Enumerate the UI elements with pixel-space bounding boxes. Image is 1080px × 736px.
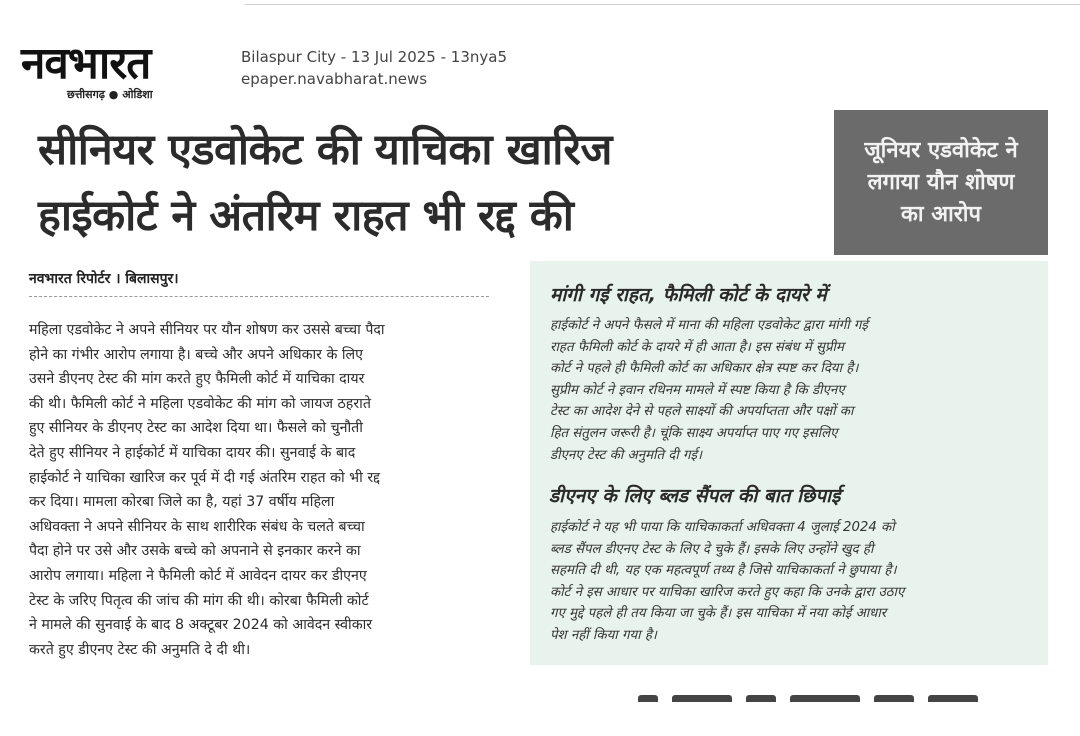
body-line: हाईकोर्ट ने याचिका खारिज कर पूर्व में दी गई अंतरिम राहत को भी रद्द (29, 469, 381, 486)
site-url: epaper.navabharat.news (241, 70, 428, 88)
logo-subtitle: छत्तीसगढ़ ● ओडिशा (67, 88, 153, 101)
headline-line-2: हाईकोर्ट ने अंतरिम राहत भी रद्द की (38, 191, 574, 241)
panel-heading-blood-sample: डीएनए के लिए ब्लड सैंपल की बात छिपाई (549, 485, 841, 507)
body-line: की थी। फैमिली कोर्ट ने महिला एडवोकेट की मांग को जायज ठहराते (29, 395, 371, 412)
panel-line: कोर्ट ने पहले ही फैमिली कोर्ट का अधिकार क्षेत्र स्पष्ट कर दिया है। (550, 361, 859, 377)
headline-line-1: सीनियर एडवोकेट की याचिका खारिज (38, 125, 612, 175)
body-line: आरोप लगाया। महिला ने फैमिली कोर्ट में आवेदन दायर कर डीएनए (29, 567, 367, 584)
panel-line: हाईकोर्ट ने यह भी पाया कि याचिकाकर्ता अधिवक्ता 4 जुलाई 2024 को (550, 520, 895, 535)
panel-line: हाईकोर्ट ने अपने फैसले में माना की महिला एडवोकेट द्वारा मांगी गई (550, 318, 868, 333)
body-line: महिला एडवोकेट ने अपने सीनियर पर यौन शोषण कर उससे बच्चा पैदा (29, 322, 385, 338)
edition-info: Bilaspur City - 13 Jul 2025 - 13nya5 (241, 48, 507, 66)
panel-text-relief (550, 315, 1035, 466)
body-line: पैदा होने पर उसे और उसके बच्चे को अपनाने से इनकार करने का (29, 543, 361, 560)
cropped-next-headline (638, 690, 998, 702)
panel-line: गए मुद्दे पहले ही तय किया जा चुके हैं। इस याचिका में नया कोई आधार (550, 606, 887, 622)
panel-line: हित संतुलन जरूरी है। चूंकि साक्ष्य अपर्याप्त पाए गए इसलिए (550, 425, 838, 441)
body-line: हुए सीनियर के डीएनए टेस्ट का आदेश दिया था। फैसले को चुनौती (29, 420, 363, 437)
panel-line: कोर्ट ने इस आधार पर याचिका खारिज करते हुए कहा कि उनके द्वारा उठाए (550, 584, 905, 600)
teaser-line: जूनियर एडवोकेट ने (864, 137, 1018, 163)
panel-line: सुप्रीम कोर्ट ने इवान रथिनम मामले में स्पष्ट किया है कि डीएनए (550, 382, 845, 398)
panel-heading-relief: मांगी गई राहत, फैमिली कोर्ट के दायरे में (550, 284, 827, 306)
body-line: अधिवक्ता ने अपने सीनियर के साथ शारीरिक संबंध के चलते बच्चा (29, 518, 365, 535)
body-line: टेस्ट के जरिए पितृत्व की जांच की मांग की थी। कोरबा फैमिली कोर्ट (29, 592, 369, 609)
panel-line: पेश नहीं किया गया है। (550, 627, 657, 643)
body-line: करते हुए डीएनए टेस्ट की अनुमति दे दी थी। (29, 641, 251, 658)
teaser-line: लगाया यौन शोषण (867, 169, 1015, 195)
body-line: कर दिया। मामला कोरबा जिले का है, यहां 37 वर्षीय महिला (29, 494, 335, 511)
body-line: ने मामले की सुनवाई के बाद 8 अक्टूबर 2024 को आवेदन स्वीकार (29, 617, 373, 634)
panel-line: ब्लड सैंपल डीएनए टेस्ट के लिए दे चुके हैं। इसके लिए उन्होंने खुद ही (550, 541, 874, 557)
body-line: देते हुए सीनियर ने हाईकोर्ट में याचिका दायर की। सुनवाई के बाद (29, 444, 356, 461)
byline: नवभारत रिपोर्टर । बिलासपुर। (29, 271, 179, 287)
top-divider (245, 0, 1080, 5)
teaser-line: का आरोप (901, 201, 981, 227)
article-body (29, 318, 491, 662)
masthead (15, 37, 227, 101)
newspaper-logo: नवभारत (21, 38, 151, 89)
panel-line: डीएनए टेस्ट की अनुमति दी गई। (550, 447, 703, 463)
panel-line: राहत फैमिली कोर्ट के दायरे में ही आता है। इस संबंध में सुप्रीम (550, 339, 844, 355)
body-line: होने का गंभीर आरोप लगाया है। बच्चे और अपने अधिकार के लिए (29, 346, 364, 363)
sidebar-teaser-box (834, 110, 1048, 255)
panel-line: सहमति दी थी, यह एक महत्वपूर्ण तथ्य है जिसे याचिकाकर्ता ने छुपाया है। (550, 563, 897, 579)
panel-text-blood-sample (550, 517, 1035, 647)
byline-divider (29, 296, 489, 297)
body-line: उसने डीएनए टेस्ट की मांग करते हुए फैमिली कोर्ट में याचिका दायर (29, 371, 365, 388)
panel-line: टेस्ट का आदेश देने से पहले साक्ष्यों की अपर्याप्तता और पक्षों का (550, 404, 854, 420)
